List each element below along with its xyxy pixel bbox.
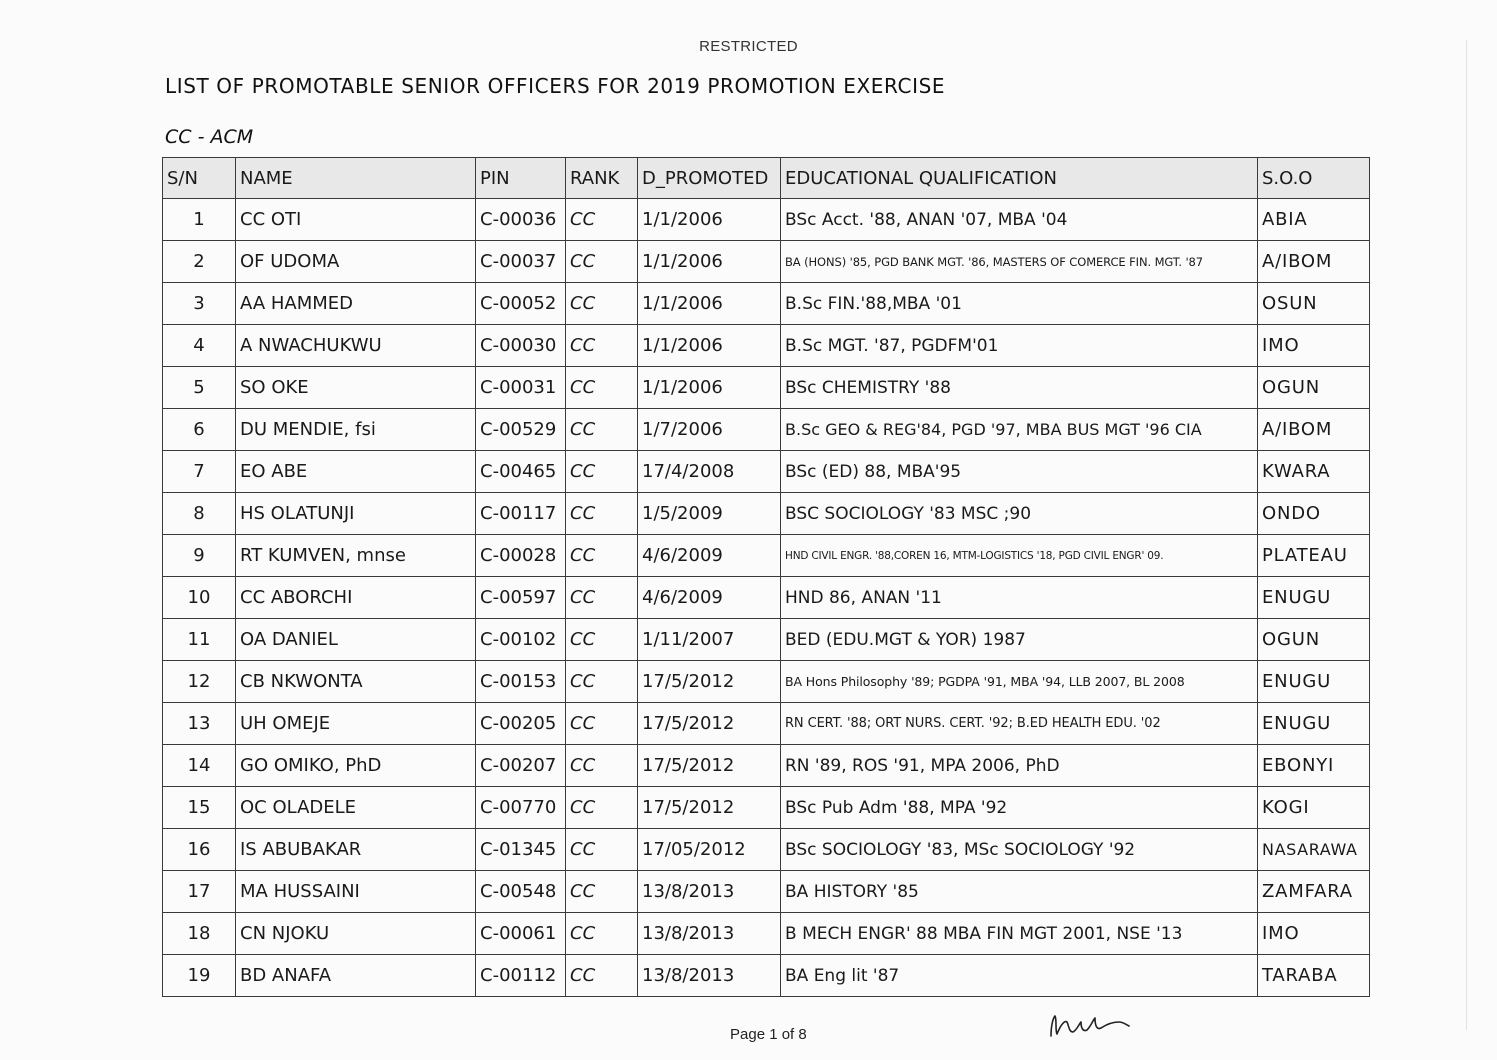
cell-pin: C-00117 <box>476 493 566 535</box>
cell-date-promoted: 1/1/2006 <box>638 199 781 241</box>
cell-sn: 14 <box>163 745 236 787</box>
cell-qualification: HND 86, ANAN '11 <box>781 577 1258 619</box>
cell-sn: 4 <box>163 325 236 367</box>
cell-rank: CC <box>566 199 638 241</box>
cell-pin: C-00028 <box>476 535 566 577</box>
cell-sn: 19 <box>163 955 236 997</box>
cell-qualification: BSc Acct. '88, ANAN '07, MBA '04 <box>781 199 1258 241</box>
cell-sn: 5 <box>163 367 236 409</box>
officers-table <box>162 157 1370 997</box>
table-row <box>163 703 1370 745</box>
table-row <box>163 535 1370 577</box>
cell-rank: CC <box>566 913 638 955</box>
cell-name: CC OTI <box>236 199 476 241</box>
cell-pin: C-01345 <box>476 829 566 871</box>
cell-qualification: BA Hons Philosophy '89; PGDPA '91, MBA '94, LLB 2007, BL 2008 <box>781 661 1258 703</box>
cell-name: EO ABE <box>236 451 476 493</box>
cell-qualification: RN '89, ROS '91, MPA 2006, PhD <box>781 745 1258 787</box>
cell-qualification: BSC SOCIOLOGY '83 MSC ;90 <box>781 493 1258 535</box>
column-header-soo: S.O.O <box>1258 158 1370 199</box>
cell-date-promoted: 17/4/2008 <box>638 451 781 493</box>
cell-rank: CC <box>566 577 638 619</box>
cell-name: A NWACHUKWU <box>236 325 476 367</box>
cell-soo: IMO <box>1258 325 1370 367</box>
cell-rank: CC <box>566 367 638 409</box>
column-header-sn: S/N <box>163 158 236 199</box>
table-row <box>163 367 1370 409</box>
cell-soo: NASARAWA <box>1258 829 1370 871</box>
cell-date-promoted: 1/7/2006 <box>638 409 781 451</box>
cell-name: UH OMEJE <box>236 703 476 745</box>
table-body <box>163 199 1370 997</box>
cell-pin: C-00205 <box>476 703 566 745</box>
cell-date-promoted: 4/6/2009 <box>638 535 781 577</box>
cell-rank: CC <box>566 703 638 745</box>
table-row <box>163 493 1370 535</box>
cell-pin: C-00548 <box>476 871 566 913</box>
cell-pin: C-00770 <box>476 787 566 829</box>
cell-date-promoted: 1/1/2006 <box>638 325 781 367</box>
cell-pin: C-00036 <box>476 199 566 241</box>
cell-rank: CC <box>566 409 638 451</box>
cell-date-promoted: 4/6/2009 <box>638 577 781 619</box>
cell-date-promoted: 1/5/2009 <box>638 493 781 535</box>
table-row <box>163 325 1370 367</box>
table-row <box>163 871 1370 913</box>
cell-qualification: RN CERT. '88; ORT NURS. CERT. '92; B.ED HEALTH EDU. '02 <box>781 703 1258 745</box>
cell-date-promoted: 17/5/2012 <box>638 661 781 703</box>
cell-sn: 3 <box>163 283 236 325</box>
cell-rank: CC <box>566 871 638 913</box>
cell-soo: ZAMFARA <box>1258 871 1370 913</box>
cell-soo: ONDO <box>1258 493 1370 535</box>
cell-qualification: B.Sc FIN.'88,MBA '01 <box>781 283 1258 325</box>
cell-qualification: BSc SOCIOLOGY '83, MSc SOCIOLOGY '92 <box>781 829 1258 871</box>
cell-rank: CC <box>566 661 638 703</box>
cell-qualification: BA HISTORY '85 <box>781 871 1258 913</box>
cell-name: CC ABORCHI <box>236 577 476 619</box>
cell-pin: C-00031 <box>476 367 566 409</box>
cell-rank: CC <box>566 241 638 283</box>
cell-date-promoted: 13/8/2013 <box>638 955 781 997</box>
cell-pin: C-00052 <box>476 283 566 325</box>
cell-sn: 15 <box>163 787 236 829</box>
header-row <box>163 158 1370 199</box>
table-header <box>163 158 1370 199</box>
cell-sn: 11 <box>163 619 236 661</box>
cell-qualification: B.Sc MGT. '87, PGDFM'01 <box>781 325 1258 367</box>
cell-pin: C-00061 <box>476 913 566 955</box>
page-title: LIST OF PROMOTABLE SENIOR OFFICERS FOR 2019 PROMOTION EXERCISE <box>165 74 946 98</box>
cell-sn: 6 <box>163 409 236 451</box>
cell-qualification: B MECH ENGR' 88 MBA FIN MGT 2001, NSE '13 <box>781 913 1258 955</box>
cell-name: RT KUMVEN, mnse <box>236 535 476 577</box>
cell-pin: C-00037 <box>476 241 566 283</box>
table-row <box>163 787 1370 829</box>
cell-soo: ENUGU <box>1258 577 1370 619</box>
cell-soo: IMO <box>1258 913 1370 955</box>
cell-name: CB NKWONTA <box>236 661 476 703</box>
cell-qualification: BSc (ED) 88, MBA'95 <box>781 451 1258 493</box>
scan-edge-line <box>1466 40 1467 1030</box>
table-row <box>163 745 1370 787</box>
table-row <box>163 661 1370 703</box>
cell-date-promoted: 1/1/2006 <box>638 283 781 325</box>
cell-sn: 18 <box>163 913 236 955</box>
cell-rank: CC <box>566 829 638 871</box>
table-row <box>163 283 1370 325</box>
table-row <box>163 913 1370 955</box>
cell-qualification: BED (EDU.MGT & YOR) 1987 <box>781 619 1258 661</box>
cell-soo: ABIA <box>1258 199 1370 241</box>
cell-name: BD ANAFA <box>236 955 476 997</box>
cell-soo: A/IBOM <box>1258 241 1370 283</box>
cell-soo: OGUN <box>1258 619 1370 661</box>
cell-sn: 7 <box>163 451 236 493</box>
cell-name: DU MENDIE, fsi <box>236 409 476 451</box>
cell-name: AA HAMMED <box>236 283 476 325</box>
cell-pin: C-00465 <box>476 451 566 493</box>
table-row <box>163 577 1370 619</box>
cell-sn: 9 <box>163 535 236 577</box>
cell-date-promoted: 13/8/2013 <box>638 871 781 913</box>
cell-sn: 1 <box>163 199 236 241</box>
cell-name: MA HUSSAINI <box>236 871 476 913</box>
cell-sn: 12 <box>163 661 236 703</box>
cell-name: OC OLADELE <box>236 787 476 829</box>
cell-rank: CC <box>566 955 638 997</box>
column-header-qualification: EDUCATIONAL QUALIFICATION <box>781 158 1258 199</box>
page-subtitle: CC - ACM <box>165 126 254 148</box>
table-row <box>163 451 1370 493</box>
cell-rank: CC <box>566 787 638 829</box>
cell-sn: 16 <box>163 829 236 871</box>
cell-name: OA DANIEL <box>236 619 476 661</box>
cell-date-promoted: 17/5/2012 <box>638 787 781 829</box>
cell-rank: CC <box>566 535 638 577</box>
column-header-pin: PIN <box>476 158 566 199</box>
table-row <box>163 409 1370 451</box>
cell-sn: 17 <box>163 871 236 913</box>
cell-date-promoted: 1/1/2006 <box>638 367 781 409</box>
cell-name: HS OLATUNJI <box>236 493 476 535</box>
cell-rank: CC <box>566 745 638 787</box>
cell-sn: 2 <box>163 241 236 283</box>
cell-soo: A/IBOM <box>1258 409 1370 451</box>
cell-date-promoted: 17/5/2012 <box>638 745 781 787</box>
table-row <box>163 199 1370 241</box>
cell-rank: CC <box>566 451 638 493</box>
cell-soo: EBONYI <box>1258 745 1370 787</box>
cell-qualification: BA Eng lit '87 <box>781 955 1258 997</box>
cell-rank: CC <box>566 325 638 367</box>
cell-rank: CC <box>566 619 638 661</box>
cell-qualification: HND CIVIL ENGR. '88,COREN 16, MTM-LOGISTICS '18, PGD CIVIL ENGR' 09. <box>781 535 1258 577</box>
cell-sn: 8 <box>163 493 236 535</box>
cell-pin: C-00112 <box>476 955 566 997</box>
cell-name: OF UDOMA <box>236 241 476 283</box>
cell-date-promoted: 1/11/2007 <box>638 619 781 661</box>
cell-name: SO OKE <box>236 367 476 409</box>
table-row <box>163 619 1370 661</box>
handwritten-signature <box>1045 1008 1135 1046</box>
cell-soo: OGUN <box>1258 367 1370 409</box>
cell-qualification: BSc Pub Adm '88, MPA '92 <box>781 787 1258 829</box>
table-row <box>163 241 1370 283</box>
cell-pin: C-00153 <box>476 661 566 703</box>
cell-soo: OSUN <box>1258 283 1370 325</box>
cell-sn: 10 <box>163 577 236 619</box>
page-number: Page 1 of 8 <box>730 1026 807 1043</box>
cell-qualification: B.Sc GEO & REG'84, PGD '97, MBA BUS MGT '96 CIA <box>781 409 1258 451</box>
cell-date-promoted: 17/05/2012 <box>638 829 781 871</box>
column-header-name: NAME <box>236 158 476 199</box>
cell-soo: PLATEAU <box>1258 535 1370 577</box>
cell-soo: KWARA <box>1258 451 1370 493</box>
classification-label: RESTRICTED <box>699 38 798 55</box>
column-header-date-promoted: D_PROMOTED <box>638 158 781 199</box>
cell-name: GO OMIKO, PhD <box>236 745 476 787</box>
cell-pin: C-00207 <box>476 745 566 787</box>
cell-soo: ENUGU <box>1258 703 1370 745</box>
cell-pin: C-00102 <box>476 619 566 661</box>
cell-name: IS ABUBAKAR <box>236 829 476 871</box>
cell-pin: C-00030 <box>476 325 566 367</box>
cell-date-promoted: 13/8/2013 <box>638 913 781 955</box>
cell-sn: 13 <box>163 703 236 745</box>
cell-name: CN NJOKU <box>236 913 476 955</box>
cell-qualification: BA (HONS) '85, PGD BANK MGT. '86, MASTERS OF COMERCE FIN. MGT. '87 <box>781 241 1258 283</box>
cell-date-promoted: 1/1/2006 <box>638 241 781 283</box>
cell-soo: KOGI <box>1258 787 1370 829</box>
cell-pin: C-00597 <box>476 577 566 619</box>
cell-rank: CC <box>566 493 638 535</box>
cell-pin: C-00529 <box>476 409 566 451</box>
table-row <box>163 955 1370 997</box>
column-header-rank: RANK <box>566 158 638 199</box>
signature-scribble <box>1045 1008 1135 1042</box>
cell-soo: ENUGU <box>1258 661 1370 703</box>
cell-rank: CC <box>566 283 638 325</box>
table-row <box>163 829 1370 871</box>
cell-date-promoted: 17/5/2012 <box>638 703 781 745</box>
cell-soo: TARABA <box>1258 955 1370 997</box>
cell-qualification: BSc CHEMISTRY '88 <box>781 367 1258 409</box>
